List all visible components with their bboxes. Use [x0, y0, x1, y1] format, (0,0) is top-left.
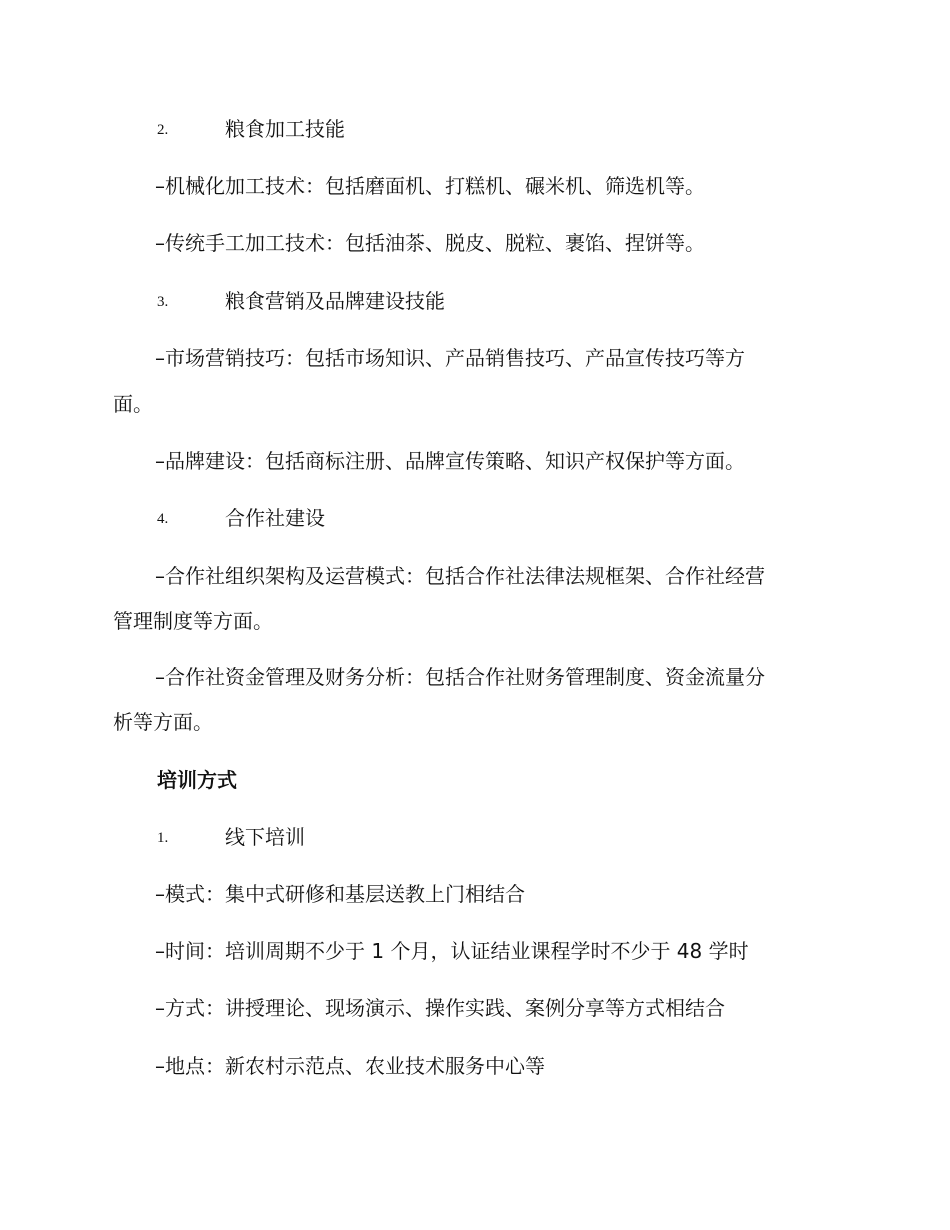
section-title: 培训方式: [157, 768, 237, 792]
paragraph-continuation: 析等方面。: [113, 710, 213, 734]
paragraph: –地点：新农村示范点、农业技术服务中心等: [155, 1054, 545, 1078]
list-number: 2.: [157, 122, 169, 138]
list-number: 3.: [157, 294, 169, 310]
paragraph: –时间：培训周期不少于 1 个月，认证结业课程学时不少于 48 学时: [155, 939, 749, 963]
paragraph-continuation: 管理制度等方面。: [113, 609, 273, 633]
paragraph: –市场营销技巧：包括市场知识、产品销售技巧、产品宣传技巧等方: [155, 346, 745, 370]
paragraph: –方式：讲授理论、现场演示、操作实践、案例分享等方式相结合: [155, 996, 725, 1020]
list-number: 1.: [157, 830, 169, 846]
list-heading: 粮食营销及品牌建设技能: [225, 289, 445, 313]
list-heading: 线下培训: [225, 825, 305, 849]
paragraph: –传统手工加工技术：包括油茶、脱皮、脱粒、裹馅、捏饼等。: [155, 231, 705, 255]
paragraph-continuation: 面。: [113, 392, 153, 416]
list-heading: 粮食加工技能: [225, 117, 345, 141]
list-heading: 合作社建设: [225, 506, 325, 530]
paragraph: –合作社资金管理及财务分析：包括合作社财务管理制度、资金流量分: [155, 665, 765, 689]
paragraph: –合作社组织架构及运营模式：包括合作社法律法规框架、合作社经营: [155, 564, 765, 588]
paragraph: –机械化加工技术：包括磨面机、打糕机、碾米机、筛选机等。: [155, 174, 705, 198]
paragraph: –模式：集中式研修和基层送教上门相结合: [155, 882, 525, 906]
list-number: 4.: [157, 511, 169, 527]
paragraph: –品牌建设：包括商标注册、品牌宣传策略、知识产权保护等方面。: [155, 449, 745, 473]
